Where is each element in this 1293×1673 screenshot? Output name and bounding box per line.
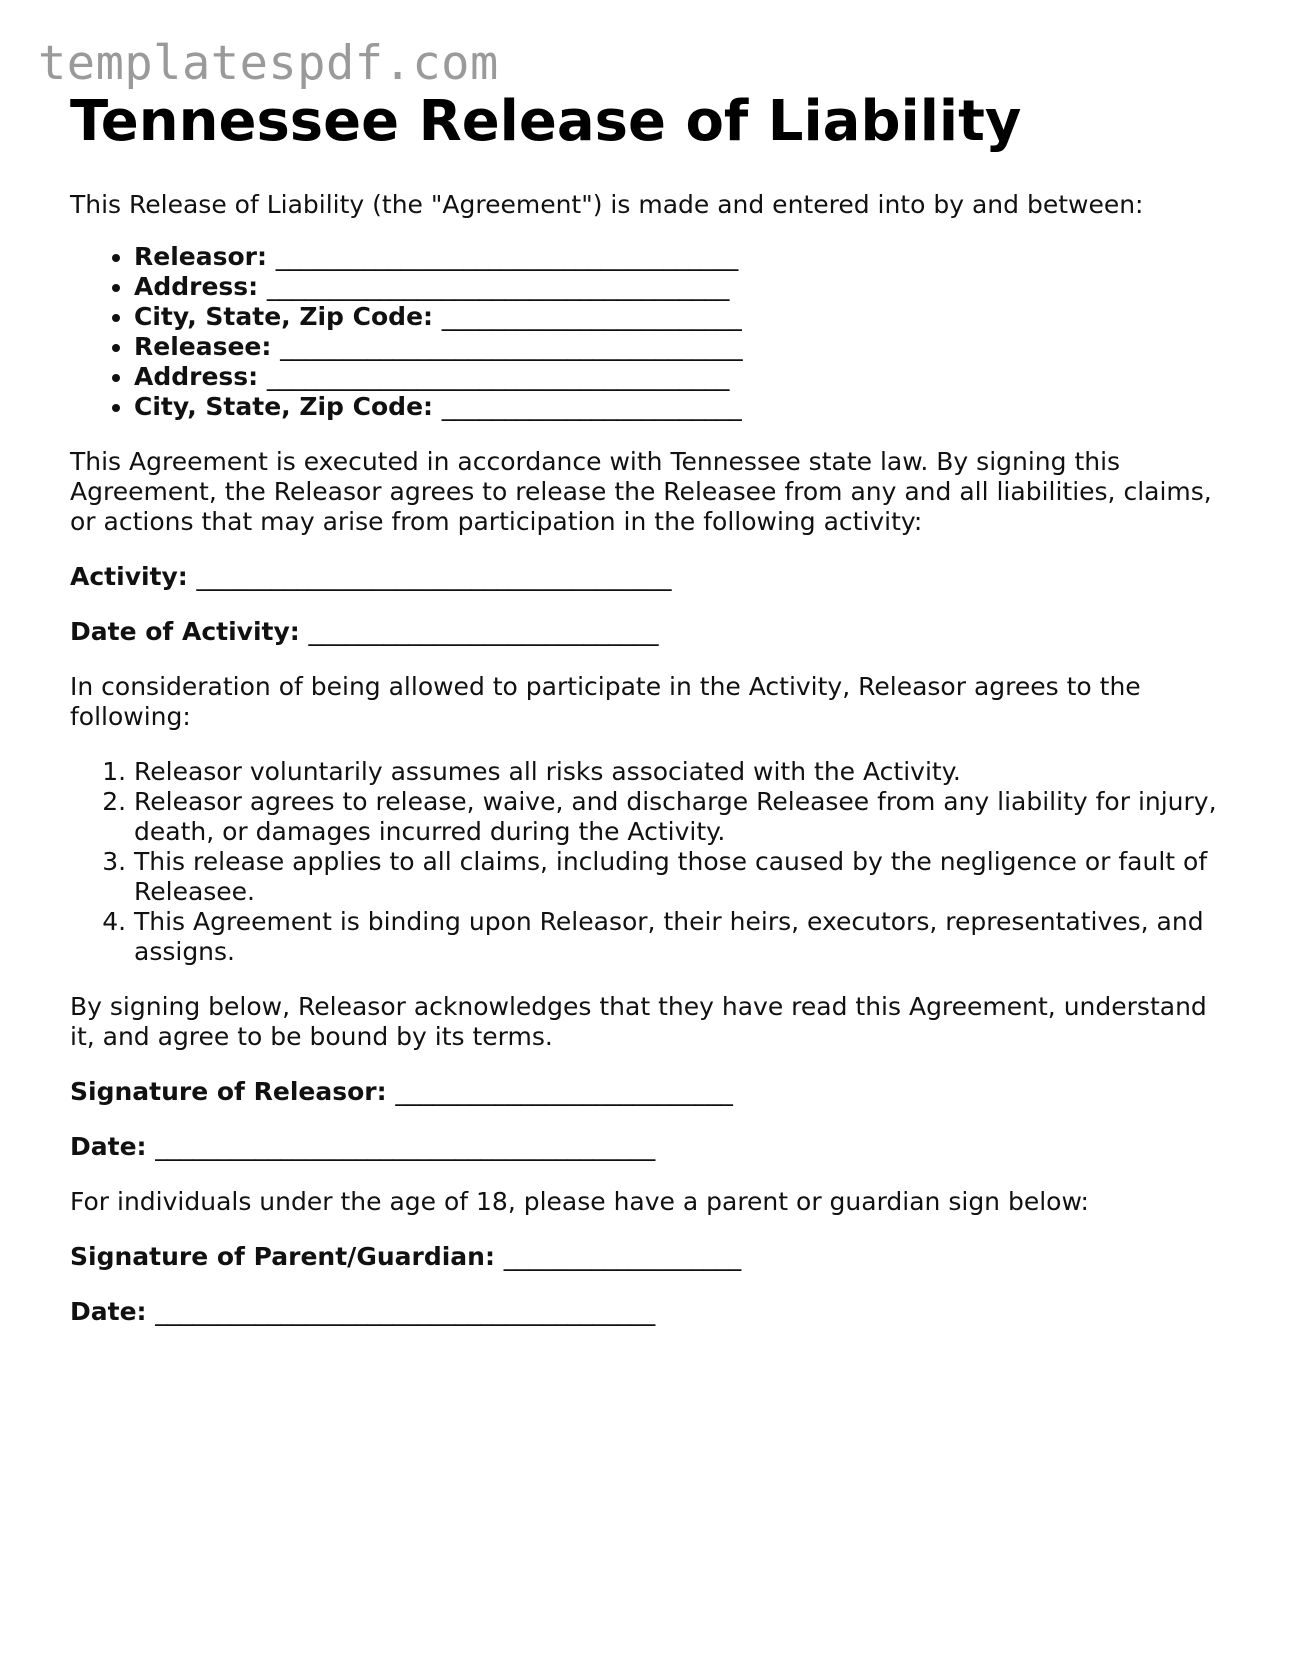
activity-date-field (70, 617, 1230, 647)
activity-blank[interactable]: ______________________________________ (196, 562, 672, 591)
term-item: 2. Releasor agrees to release, waive, and discharge Releasee from any liability for injury, death, or damages incurred during the Activity. (134, 787, 1230, 847)
terms-list (70, 757, 1230, 967)
field-label: Signature of Parent/Guardian: (70, 1242, 495, 1271)
parties-list (70, 242, 1230, 422)
releasor-date-field (70, 1132, 1230, 1162)
field-label: Releasor: (134, 242, 267, 271)
intro-paragraph: This Release of Liability (the "Agreement") is made and entered into by and between: (70, 190, 1144, 219)
releasee-blank[interactable]: _____________________________________ (280, 332, 743, 361)
releasor-date-blank[interactable]: ________________________________________ (155, 1132, 656, 1161)
field-label: Signature of Releasor: (70, 1077, 387, 1106)
releasor-signature-field (70, 1077, 1230, 1107)
guardian-date-field (70, 1297, 1230, 1327)
watermark: templatespdf.com (38, 36, 499, 91)
activity-date-blank[interactable]: ____________________________ (308, 617, 659, 646)
field-label: Date of Activity: (70, 617, 300, 646)
guardian-signature-field (70, 1242, 1230, 1272)
party-releasee-city (134, 392, 1230, 422)
field-label: Date: (70, 1132, 147, 1161)
term-item: 4. This Agreement is binding upon Releasor, their heirs, executors, representatives, and assigns. (134, 907, 1230, 967)
releasor-blank[interactable]: _____________________________________ (275, 242, 739, 271)
party-releasor-city (134, 302, 1230, 332)
party-releasor-address (134, 272, 1230, 302)
party-releasor (134, 242, 1230, 272)
field-label: Address: (134, 272, 259, 301)
field-label: City, State, Zip Code: (134, 302, 434, 331)
consideration-paragraph: In consideration of being allowed to participate in the Activity, Releasor agrees to the following: (70, 672, 1141, 731)
activity-field (70, 562, 1230, 592)
guardian-signature-blank[interactable]: ___________________ (503, 1242, 742, 1271)
document-page (70, 88, 1230, 1327)
field-label: Date: (70, 1297, 147, 1326)
document-title: Tennessee Release of Liability (70, 89, 1022, 154)
field-label: Releasee: (134, 332, 272, 361)
minor-paragraph: For individuals under the age of 18, please have a parent or guardian sign below: (70, 1187, 1089, 1216)
party-releasee (134, 332, 1230, 362)
field-label: City, State, Zip Code: (134, 392, 434, 421)
field-label: Address: (134, 362, 259, 391)
releasor-city-blank[interactable]: ________________________ (441, 302, 742, 331)
field-label: Activity: (70, 562, 188, 591)
term-item: 1. Releasor voluntarily assumes all risks associated with the Activity. (134, 757, 1230, 787)
term-item: 3. This release applies to all claims, including those caused by the negligence or fault of Releasee. (134, 847, 1230, 907)
guardian-date-blank[interactable]: ________________________________________ (155, 1297, 656, 1326)
party-releasee-address (134, 362, 1230, 392)
acknowledgement-paragraph: By signing below, Releasor acknowledges that they have read this Agreement, understand it, and agree to be bound by its terms. (70, 992, 1207, 1051)
releasor-signature-blank[interactable]: ___________________________ (395, 1077, 733, 1106)
releasee-city-blank[interactable]: ________________________ (441, 392, 742, 421)
law-paragraph: This Agreement is executed in accordance with Tennessee state law. By signing this Agreement, the Releasor agrees to release the Releasee from any and all liabilities, claims, or actions that may arise from participation in the following activity: (70, 447, 1212, 536)
releasee-address-blank[interactable]: _____________________________________ (266, 362, 730, 391)
releasor-address-blank[interactable]: _____________________________________ (266, 272, 730, 301)
